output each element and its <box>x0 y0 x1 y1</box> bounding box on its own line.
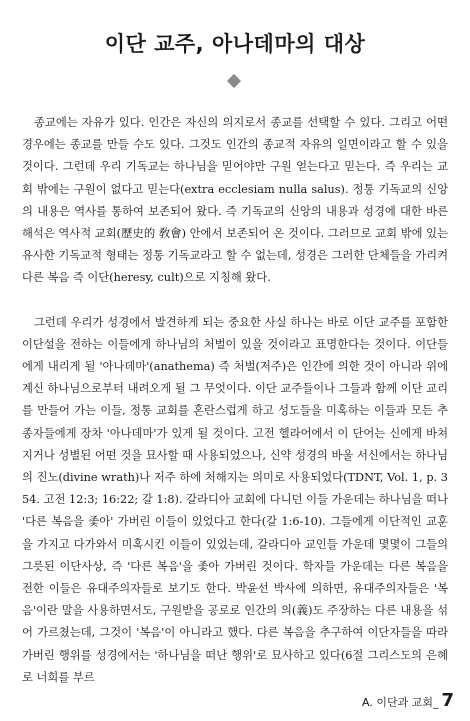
paragraph-2: 그런데 우리가 성경에서 발견하게 되는 중요한 사실 하나는 바로 이단 교주를 포함한 이단설을 전하는 이들에게 하나님의 처벌이 있을 것이라고 표명한다는 것이다. 이단들에게 내리게 될 '아나데마'(anathema) 즉 처벌(저주)은 인간에 의한 것이 아니라 위에 계신 하나님으로부터 내려오게 될 그 무엇이다. 이단 교주들이나 그들과 함께 이단 교리를 만들어 가는 이들, 정통 교회를 혼란스럽게 하고 성도들을 미혹하는 이들과 모든 추종자들에게 장차 '아나데마'가 있게 될 것이다. 고전 헬라어에서 이 단어는 신에게 바쳐지거나 성별된 어떤 것을 묘사할 때 사용되었으나, 신약 성경의 바울 서신에서는 하나님의 진노(divine wrath)나 저주 하에 처해지는 의미로 사용되었다(TDNT, Vol. 1, p. 354. 고전 12:3; 16:22; 갈 1:8). 갈라디아 교회에 다니던 이들 가운데는 하나님을 떠나 '다른 복음을 좇아' 가버린 이들이 있었다고 한다(갈 1:6-10). 그들에게 이단적인 교훈을 가지고 다가와서 미혹시킨 이들이 있었는데, 갈라디아 교인들 가운데 몇몇이 그들의 그릇된 이단사상, 즉 '다른 복음'을 좇아 가버린 것이다. 학자들 가운데는 다른 복음을 전한 이들은 유대주의자들로 보기도 한다. 박윤선 박사에 의하면, 유대주의자들은 '복음'이란 말을 사용하면서도, 구원받을 공로로 인간의 의(義)도 주장하는 다른 내용을 섞어 가르쳤는데, 그것이 '복음'이 아니라고 했다. 다른 복음을 추구하여 이단자들을 따라 가버린 행위를 성경에서는 '하나님을 떠난 행위'로 묘사하고 있다(6절 그리스도의 은혜로 너희를 부르 <box>22 315 448 684</box>
page-title: 이단 교주, 아나데마의 대상 <box>104 32 366 56</box>
page-footer <box>362 690 454 711</box>
page-number: 7 <box>441 690 454 711</box>
diamond-ornament-icon <box>227 74 241 88</box>
paragraph-1: 종교에는 자유가 있다. 인간은 자신의 의지로서 종교를 선택할 수 있다. 그리고 어떤 경우에는 종교를 만들 수도 있다. 그것도 인간의 종교적 자유의 일면이라고 할 수 있을 것이다. 그런데 우리 기독교는 하나님을 믿어야만 구원 얻는다고 믿는다. 즉 우리는 교회 밖에는 구원이 없다고 믿는다(extra ecclesiam nulla salus). 정통 기독교의 신앙의 내용은 역사를 통하여 보존되어 왔다. 즉 기독교의 신앙의 내용과 성경에 대한 바른 해석은 역사적 교회(歷史的 敎會) 안에서 보존되어 온 것이다. 그러므로 교회 밖에 있는 유사한 기독교적 형태는 정통 기독교라고 할 수 없는데, 성경은 그러한 단체들을 가리켜 다른 복음 즉 이단(heresy, cult)으로 지칭해 왔다. <box>22 116 448 285</box>
footer-section-label: A. 이단과 교회_ <box>362 696 439 709</box>
body-text <box>22 112 448 689</box>
